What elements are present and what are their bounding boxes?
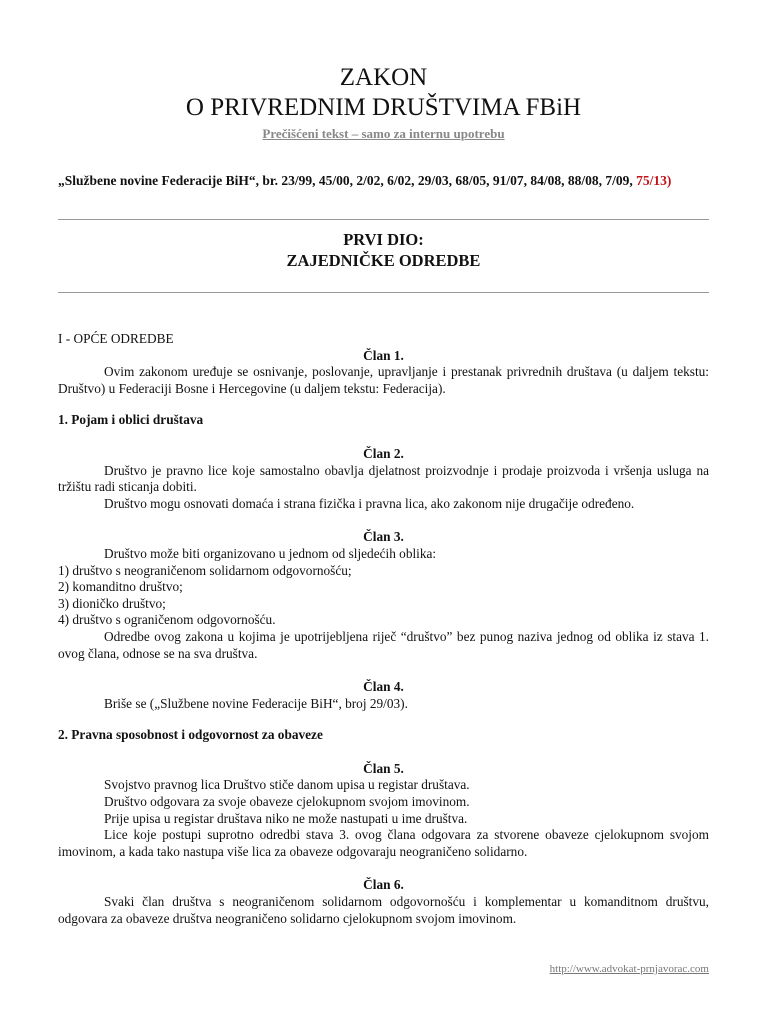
article-4-heading: Član 4. xyxy=(363,679,404,695)
article-5-paragraph-2: Društvo odgovara za svoje obaveze cjelokupnom svojom imovinom. xyxy=(104,794,470,810)
article-5-heading: Član 5. xyxy=(363,760,404,776)
subheading-forms: 1. Pojam i oblici društava xyxy=(58,412,204,428)
article-5-paragraph-3: Prije upisa u registar društava niko ne može nastupati u ime društva. xyxy=(104,810,468,826)
article-1-heading: Član 1. xyxy=(363,347,404,363)
article-3-heading: Član 3. xyxy=(363,529,404,545)
article-2-paragraph-2: Društvo mogu osnovati domaća i strana fizička i pravna lica, ako zakonom nije drugačije određeno. xyxy=(104,495,635,511)
document-subtitle: Prečišćeni tekst – samo za internu upotrebu xyxy=(262,126,505,141)
law-title-subject: O PRIVREDNIM DRUŠTVIMA FBiH xyxy=(185,94,582,121)
article-6-heading: Član 6. xyxy=(363,877,404,893)
section-heading: I - OPĆE ODREDBE xyxy=(58,331,174,346)
article-6-paragraph: Svaki član društva s neograničenom solidarnom odgovornošću i komplementar u komanditnom društvu, odgovara za obaveze društva neograničeno solidarno cjelokupnom svojom imovinom. xyxy=(58,894,709,926)
footer-website-link[interactable]: http://www.advokat-prnjavorac.com xyxy=(549,963,709,975)
list-item: 2) komanditno društvo; xyxy=(58,579,183,595)
article-1-paragraph: Ovim zakonom uređuje se osnivanje, poslovanje, upravljanje i prestanak privrednih društava (u daljem tekstu: Društvo) u Federaciji Bosne i Hercegovine (u daljem tekstu: Federacija). xyxy=(58,364,709,396)
gazette-text: „Službene novine Federacije BiH“, br. 23/99, 45/00, 2/02, 6/02, 29/03, 68/05, 91/07, 84/08, 88/08, 7/09, xyxy=(58,173,637,188)
article-3-paragraph-1: Društvo može biti organizovano u jednom od sljedećih oblika: xyxy=(104,545,437,561)
list-item: 4) društvo s ograničenom odgovornošću. xyxy=(58,612,276,628)
article-4-paragraph: Briše se („Službene novine Federacije BiH“, broj 29/03). xyxy=(104,695,408,711)
part-number: PRVI DIO: xyxy=(343,230,424,249)
article-5-paragraph-1: Svojstvo pravnog lica Društvo stiče danom upisa u registar društava. xyxy=(104,777,470,793)
list-item: 3) dioničko društvo; xyxy=(58,595,166,611)
gazette-reference xyxy=(58,171,709,190)
list-item: 1) društvo s neograničenom solidarnom odgovornošću; xyxy=(58,562,352,578)
gazette-close: ) xyxy=(666,173,672,188)
article-2-paragraph-1: Društvo je pravno lice koje samostalno obavlja djelatnost proizvodnje i prodaje proizvoda i vršenja usluga na tržištu radi sticanja dobiti. xyxy=(58,462,709,495)
article-3-paragraph-2: Odredbe ovog zakona u kojima je upotrijebljena riječ “društvo” bez punog naziva jednog od oblika iz stava 1. ovog člana, odnose se na sva društva. xyxy=(58,628,709,661)
part-title: ZAJEDNIČKE ODREDBE xyxy=(286,251,481,270)
gazette-red-number: 75 xyxy=(636,173,650,188)
law-title: ZAKON xyxy=(339,64,428,91)
subheading-liability: 2. Pravna sposobnost i odgovornost za obaveze xyxy=(58,727,323,743)
part-heading xyxy=(58,220,709,271)
article-5-paragraph-4: Lice koje postupi suprotno odredbi stava 3. ovog člana odgovara za stvorene obaveze cjelokupnom svojom imovinom, a kada tako nastupa više lica za obaveze odgovaraju neograničeno solidarno. xyxy=(58,827,709,859)
gazette-red-year: /13 xyxy=(649,173,667,188)
article-2-heading: Član 2. xyxy=(363,445,404,461)
law-body xyxy=(58,331,709,927)
divider-bottom xyxy=(58,292,709,293)
